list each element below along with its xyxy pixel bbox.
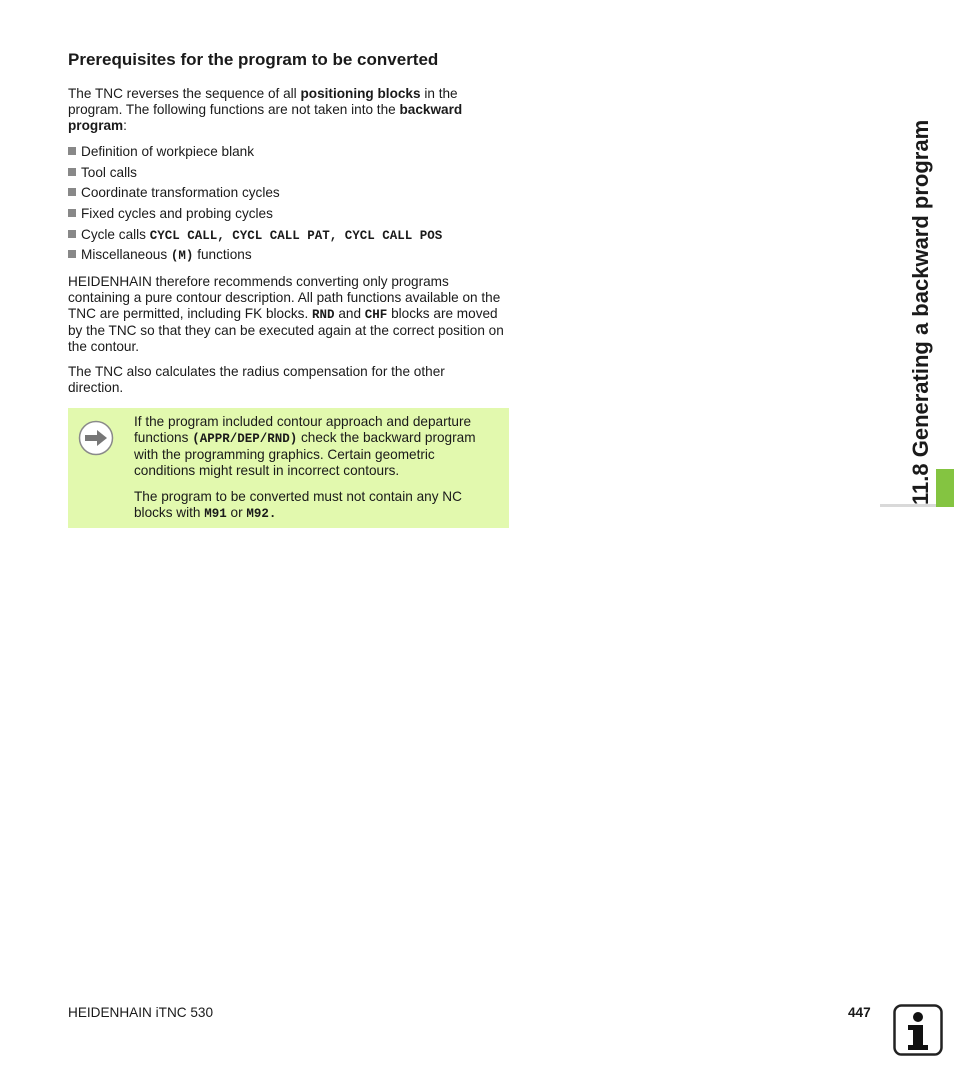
arrow-right-icon xyxy=(78,420,114,456)
tab-marker xyxy=(936,469,954,507)
intro-paragraph: The TNC reverses the sequence of all positioning blocks in the program. The following functions are not taken into the backward program: xyxy=(68,86,463,133)
list-item: Cycle calls CYCL CALL, CYCL CALL PAT, CYCL CALL POS xyxy=(68,227,442,248)
note-paragraph: The program to be converted must not contain any NC blocks with M91 or M92. xyxy=(134,489,462,521)
info-icon xyxy=(893,1004,943,1056)
square-bullet-icon xyxy=(68,209,76,217)
square-bullet-icon xyxy=(68,230,76,238)
note-text xyxy=(134,414,496,532)
list-item: Fixed cycles and probing cycles xyxy=(68,206,442,227)
square-bullet-icon xyxy=(68,188,76,196)
page-heading: Prerequisites for the program to be converted xyxy=(68,50,439,69)
square-bullet-icon xyxy=(68,250,76,258)
page-number: 447 xyxy=(848,1005,871,1020)
recommendation-paragraph: HEIDENHAIN therefore recommends converting only programs containing a pure contour description. All path functions available on the TNC are permitted, including FK blocks. RND and CHF blocks are moved by the TNC so that they can be executed again at the correct position on the contour. xyxy=(68,274,504,354)
note-paragraph: If the program included contour approach and departure functions (APPR/DEP/RND) check the backward program with the programming graphics. Certain geometric conditions might result in incorrect contours. xyxy=(134,414,476,478)
footer-product: HEIDENHAIN iTNC 530 xyxy=(68,1005,214,1020)
section-title: 11.8 Generating a backward program xyxy=(908,119,933,505)
excluded-functions-list xyxy=(68,144,442,268)
list-item: Tool calls xyxy=(68,165,442,186)
square-bullet-icon xyxy=(68,168,76,176)
list-item: Definition of workpiece blank xyxy=(68,144,442,165)
note-box xyxy=(68,408,509,528)
radius-paragraph: The TNC also calculates the radius compensation for the other direction. xyxy=(68,364,445,395)
list-item: Miscellaneous (M) functions xyxy=(68,247,442,268)
square-bullet-icon xyxy=(68,147,76,155)
list-item: Coordinate transformation cycles xyxy=(68,185,442,206)
